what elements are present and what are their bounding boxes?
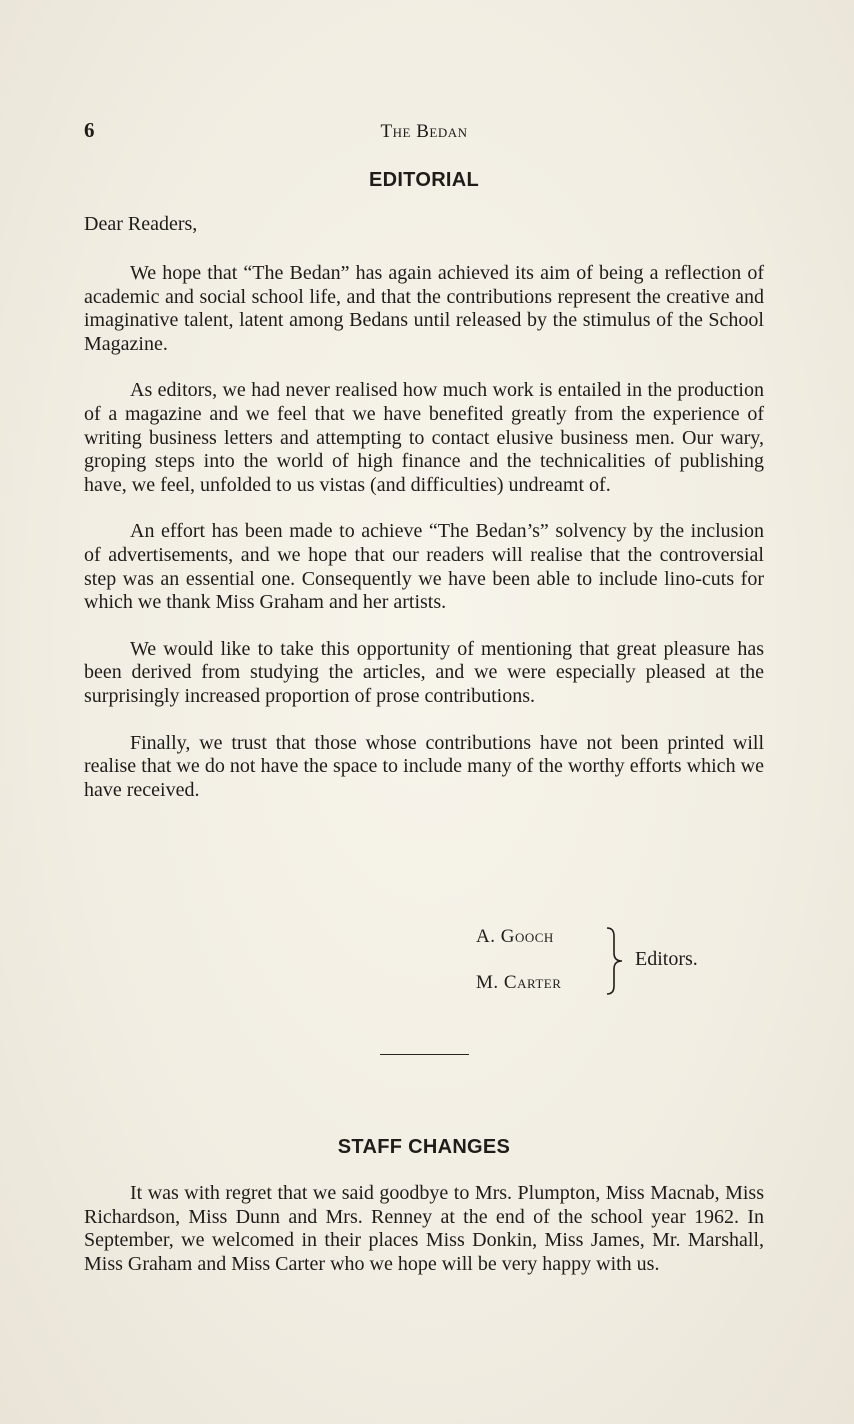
editorial-paragraph: As editors, we had never realised how much work is entailed in the production of a magazine and we feel that we have benefited greatly from the experience of writing business letters and attempting to contact elusive business men. Our wary, groping steps into the world of high finance and the technicalities of publishing have, we feel, unfolded to us vistas (and difficulties) undreamt of. bbox=[84, 379, 764, 496]
editorial-body bbox=[84, 262, 764, 825]
editorial-paragraph: We hope that “The Bedan” has again achieved its aim of being a reflection of academic and social school life, and that the contributions represent the creative and imaginative talent, latent among Bedans until released by the stimulus of the School Magazine. bbox=[84, 262, 764, 355]
editors-signature bbox=[476, 924, 776, 1004]
curly-brace-icon bbox=[604, 926, 630, 996]
section-divider bbox=[380, 1054, 469, 1055]
running-title: The Bedan bbox=[380, 121, 468, 142]
editor-name: A. Gooch bbox=[476, 926, 554, 947]
staff-changes-heading: STAFF CHANGES bbox=[337, 1136, 511, 1158]
editorial-heading: EDITORIAL bbox=[368, 169, 480, 191]
editorial-paragraph: We would like to take this opportunity of mentioning that great pleasure has been derived from studying the articles, and we were especially pleased at the surprisingly increased proportion of prose contributions. bbox=[84, 637, 764, 707]
editor-name: M. Carter bbox=[476, 972, 562, 993]
page-header bbox=[84, 118, 764, 148]
staff-changes-body bbox=[84, 1182, 764, 1299]
editorial-paragraph: Finally, we trust that those whose contributions have not been printed will realise that we do not have the space to include many of the worthy efforts which we have received. bbox=[84, 731, 764, 801]
page-number: 6 bbox=[84, 118, 95, 142]
salutation: Dear Readers, bbox=[84, 213, 198, 235]
editorial-paragraph: An effort has been made to achieve “The Bedan’s” solvency by the inclusion of advertisements, and we hope that our readers will realise that the controversial step was an essential one. Consequently we have been able to include lino-cuts for which we thank Miss Graham and her artists. bbox=[84, 520, 764, 614]
editors-role: Editors. bbox=[635, 948, 698, 970]
staff-changes-paragraph: It was with regret that we said goodbye to Mrs. Plumpton, Miss Macnab, Miss Richardson, Miss Dunn and Mrs. Renney at the end of the school year 1962. In September, we welcomed in their places Miss Donkin, Miss James, Mr. Marshall, Miss Graham and Miss Carter who we hope will be very happy with us. bbox=[84, 1182, 764, 1275]
